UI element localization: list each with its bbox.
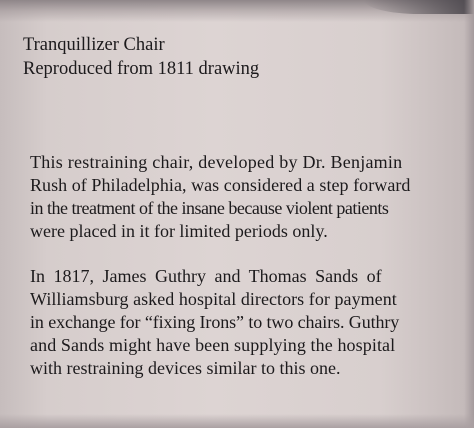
paragraph-2-line: Williamsburg asked hospital directors for payment bbox=[30, 289, 397, 309]
paragraph-1-line: This restraining chair, developed by Dr. Benjamin bbox=[30, 152, 403, 172]
placard-subtitle: Reproduced from 1811 drawing bbox=[23, 59, 260, 79]
right-edge-shadow bbox=[464, 0, 474, 428]
paragraph-1 bbox=[30, 151, 410, 243]
placard-title: Tranquillizer Chair bbox=[23, 35, 165, 55]
paragraph-2-line: in exchange for “fixing Irons” to two chairs. Guthry bbox=[30, 312, 400, 332]
paragraph-1-line: in the treatment of the insane because violent patients bbox=[30, 198, 389, 218]
paragraph-1-line: were placed in it for limited periods only. bbox=[30, 221, 328, 241]
paragraph-1-line: Rush of Philadelphia, was considered a step forward bbox=[30, 175, 411, 195]
paragraph-2-line: with restraining devices similar to this one. bbox=[30, 358, 341, 378]
paragraph-2-line: In 1817, James Guthry and Thomas Sands of bbox=[30, 266, 382, 286]
bottom-shadow bbox=[0, 414, 474, 428]
paragraph-2-line: and Sands might have been supplying the hospital bbox=[30, 335, 396, 355]
paragraph-2 bbox=[30, 265, 399, 380]
